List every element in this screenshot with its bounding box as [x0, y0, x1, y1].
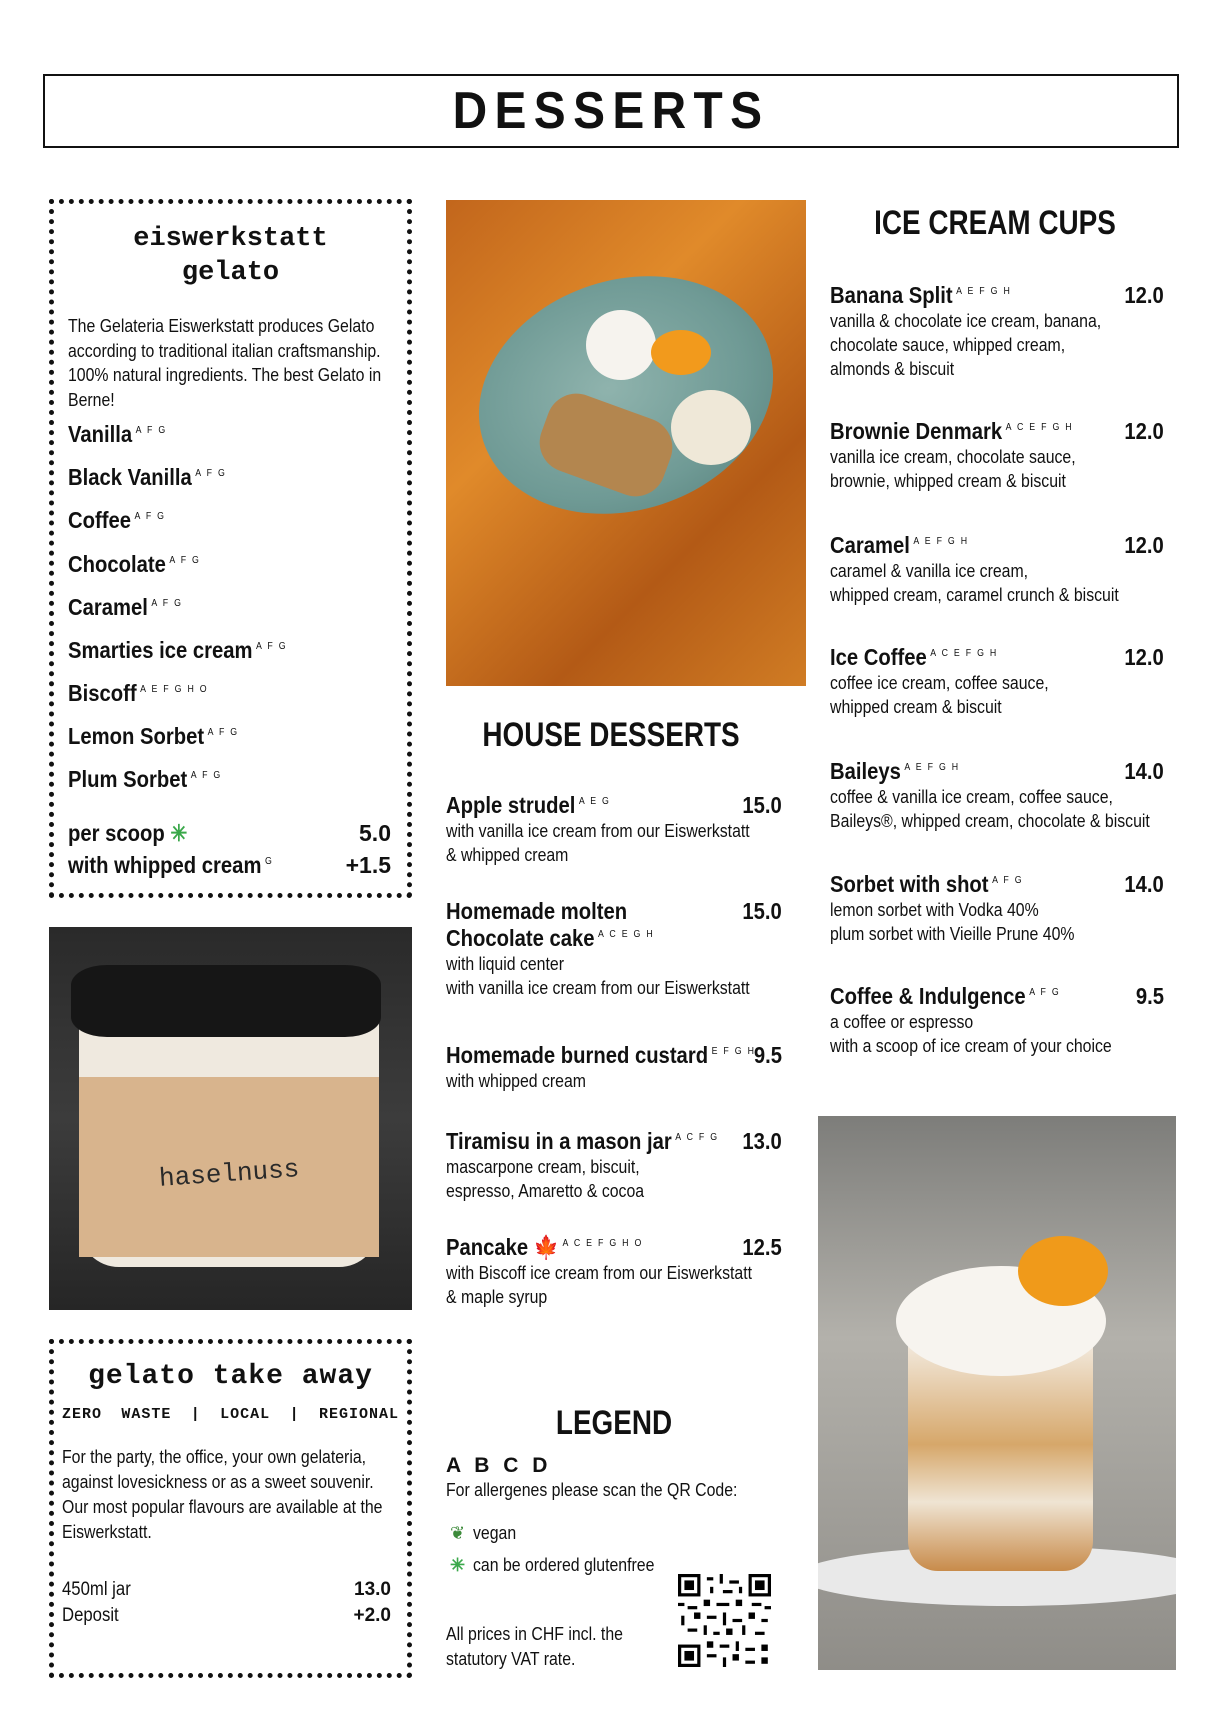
jar-label-text: haselnuss: [158, 1154, 301, 1194]
flavour-item: Black Vanilla $^{A F G}$: [68, 464, 227, 490]
flavour-item: Chocolate $^{A F G}$: [68, 551, 201, 577]
flavour-item: Caramel $^{A F G}$: [68, 594, 183, 620]
flavour-item: Biscoff $^{A E F G H O}$: [68, 680, 209, 706]
per-scoop-row: per scoop ✳ 5.0: [68, 820, 391, 846]
gelato-description: The Gelateria Eiswerkstatt produces Gelato according to traditional italian craftsmanship. 100% natural ingredients. The best Gelato in Berne!: [68, 316, 382, 410]
glutenfree-star-icon: ✳: [450, 1555, 466, 1575]
menu-item-tiramisu: Tiramisu in a mason jar $^{A C F G}$ 13.0 mascarpone cream, biscuit, espresso, Amaretto & cocoa: [446, 1128, 782, 1201]
house-desserts-heading: HOUSE DESSERTS: [482, 716, 740, 754]
gelato-heading: [54, 222, 407, 290]
legend-heading: LEGEND: [555, 1404, 673, 1442]
menu-item-pancake: Pancake 🍁 $^{A C E F G H O}$ 12.5 with Biscoff ice cream from our Eiswerkstatt & maple syrup: [446, 1234, 782, 1307]
whipped-cream-price: +1.5: [345, 852, 391, 878]
menu-item-brownie-denmark: Brownie Denmark $^{A C E F G H}$ 12.0 vanilla ice cream, chocolate sauce, brownie, whipped cream & biscuit: [830, 418, 1164, 491]
gelato-jar-photo: [49, 927, 412, 1310]
gelato-box: [49, 199, 412, 898]
legend-glutenfree: ✳ can be ordered glutenfree: [450, 1555, 655, 1575]
deposit-row: Deposit +2.0: [62, 1605, 391, 1626]
flavour-item: Coffee $^{A F G}$: [68, 507, 166, 533]
apple-strudel-photo: [446, 200, 806, 686]
ice-cream-cups-heading: ICE CREAM CUPS: [874, 204, 1116, 242]
takeaway-subtitle: ZERO WASTE | LOCAL | REGIONAL: [62, 1406, 399, 1423]
menu-item-apple-strudel: Apple strudel $^{A E G}$ 15.0 with vanilla ice cream from our Eiswerkstatt & whipped cream: [446, 792, 782, 865]
menu-item-burned-custard: Homemade burned custard $^{E F G H}$ 9.5 with whipped cream: [446, 1042, 782, 1091]
legend-vegan: ❦ vegan: [450, 1523, 517, 1543]
takeaway-box: [49, 1339, 412, 1678]
menu-item-baileys: Baileys $^{A E F G H}$ 14.0 coffee & vanilla ice cream, coffee sauce, Baileys®, whipped cream, chocolate & biscuit: [830, 758, 1164, 831]
page-title: DESSERTS: [452, 82, 770, 140]
takeaway-description: For the party, the office, your own gelateria, against lovesickness or as a sweet souvenir. Our most popular flavours are available at the Eiswerkstatt.: [62, 1447, 383, 1542]
sundae-photo: [818, 1116, 1176, 1670]
menu-item-caramel-cup: Caramel $^{A E F G H}$ 12.0 caramel & vanilla ice cream, whipped cream, caramel crunch & biscuit: [830, 532, 1164, 605]
legend-note: For allergenes please scan the QR Code:: [446, 1480, 738, 1500]
vat-note: All prices in CHF incl. the statutory VAT rate.: [446, 1624, 623, 1669]
flavour-item: Smarties ice cream $^{A F G}$: [68, 637, 288, 663]
flavour-item: Lemon Sorbet $^{A F G}$: [68, 723, 239, 749]
jar-price-row: 450ml jar 13.0: [62, 1579, 391, 1600]
glutenfree-star-icon: ✳: [170, 820, 188, 846]
menu-item-sorbet-shot: Sorbet with shot $^{A F G}$ 14.0 lemon sorbet with Vodka 40% plum sorbet with Vieille Prune 40%: [830, 871, 1164, 944]
menu-item-coffee-indulgence: Coffee & Indulgence $^{A F G}$ 9.5 a coffee or espresso with a scoop of ice cream of your choice: [830, 983, 1164, 1056]
menu-item-banana-split: Banana Split $^{A E F G H}$ 12.0 vanilla & chocolate ice cream, banana, chocolate sauce, whipped cream, almonds & biscuit: [830, 282, 1164, 379]
whipped-cream-row: with whipped cream $^G$ +1.5: [68, 852, 391, 878]
gelato-heading-line1: eiswerkstatt: [133, 224, 328, 254]
takeaway-heading: gelato take away: [88, 1361, 373, 1392]
flavour-item: Vanilla $^{A F G}$: [68, 421, 167, 447]
vegan-leaf-icon: ❦: [450, 1523, 466, 1543]
per-scoop-price: 5.0: [359, 820, 391, 846]
gelato-heading-line2: gelato: [181, 258, 280, 288]
flavour-item: Plum Sorbet $^{A F G}$: [68, 766, 223, 792]
menu-item-chocolate-cake: Homemade molten 15.0 Chocolate cake $^{A C E G H}$ with liquid center with vanilla ice cream from our Eiswerkstatt: [446, 898, 782, 998]
menu-item-ice-coffee: Ice Coffee $^{A C E F G H}$ 12.0 coffee ice cream, coffee sauce, whipped cream & biscuit: [830, 644, 1164, 717]
maple-leaf-icon: 🍁: [533, 1234, 559, 1260]
legend-abcd: A B C D: [446, 1454, 552, 1477]
page-title-box: [43, 74, 1179, 148]
allergen-qr-code[interactable]: [678, 1574, 771, 1667]
